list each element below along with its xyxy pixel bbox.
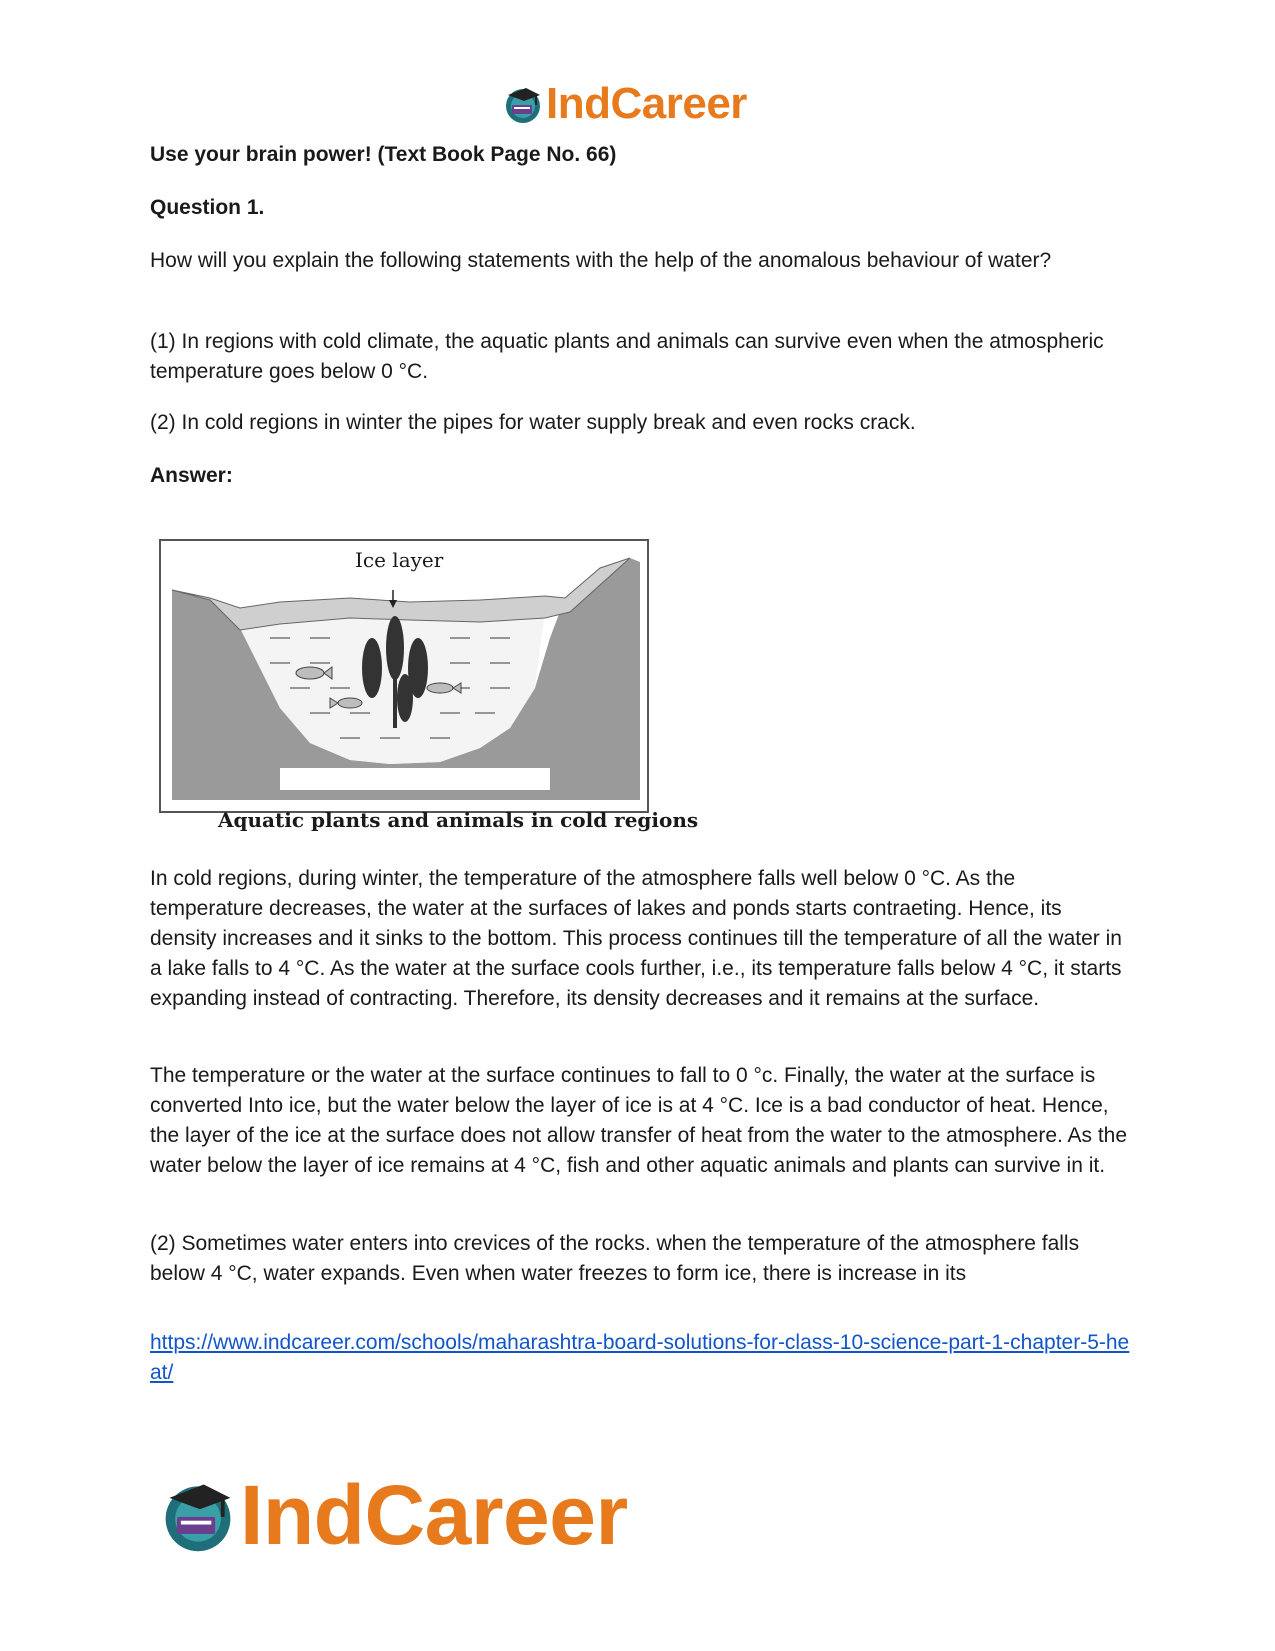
source-url-link[interactable]: https://www.indcareer.com/schools/maharashtra-board-solutions-for-class-10-science-part-1-chapter-5-heat/ — [150, 1331, 1130, 1384]
figure-caption: Aquatic plants and animals in cold regions — [218, 808, 699, 832]
statement-2: (2) In cold regions in winter the pipes for water supply break and even rocks crack. — [150, 411, 916, 434]
answer-label: Answer: — [150, 464, 233, 487]
graduation-globe-icon — [502, 83, 544, 125]
brand-wordmark: IndCareer — [546, 79, 747, 128]
question-label: Question 1. — [150, 196, 265, 219]
ice-layer-label: Ice layer — [355, 548, 444, 572]
answer-paragraph-1: In cold regions, during winter, the temperature of the atmosphere falls well below 0 °C. As the temperature decreases, the water at the surfaces of lakes and ponds starts contraeting. Hence, its density increases and it sinks to the bottom. This process continues till the temperature of all the water in a lake falls to 4 °C. As the water at the surface cools further, i.e., its temperature falls below 4 °C, it starts expanding instead of contracting. Therefore, its density decreases and it remains at the surface. — [150, 867, 1122, 1010]
header-logo — [502, 76, 747, 132]
brand-wordmark: IndCareer — [240, 1468, 628, 1562]
question-text: How will you explain the following statements with the help of the anomalous behaviour of water? — [150, 249, 1052, 272]
answer-paragraph-2: The temperature or the water at the surface continues to fall to 0 °c. Finally, the water at the surface is converted Into ice, but the water below the layer of ice is at 4 °C. Ice is a bad conductor of heat. Hence, the layer of the ice at the surface does not allow transfer of heat from the water to the atmosphere. As the water below the layer of ice remains at 4 °C, fish and other aquatic animals and plants can survive in it. — [150, 1064, 1128, 1177]
lake-diagram — [150, 538, 720, 878]
statement-1: (1) In regions with cold climate, the aquatic plants and animals can survive even when the atmospheric temperature goes below 0 °C. — [150, 330, 1104, 383]
footer-logo — [158, 1470, 628, 1560]
section-heading: Use your brain power! (Text Book Page No. 66) — [150, 143, 617, 166]
graduation-globe-icon — [158, 1475, 238, 1555]
answer-paragraph-3: (2) Sometimes water enters into crevices of the rocks. when the temperature of the atmosphere falls below 4 °C, water expands. Even when water freezes to form ice, there is increase in its — [150, 1232, 1080, 1285]
